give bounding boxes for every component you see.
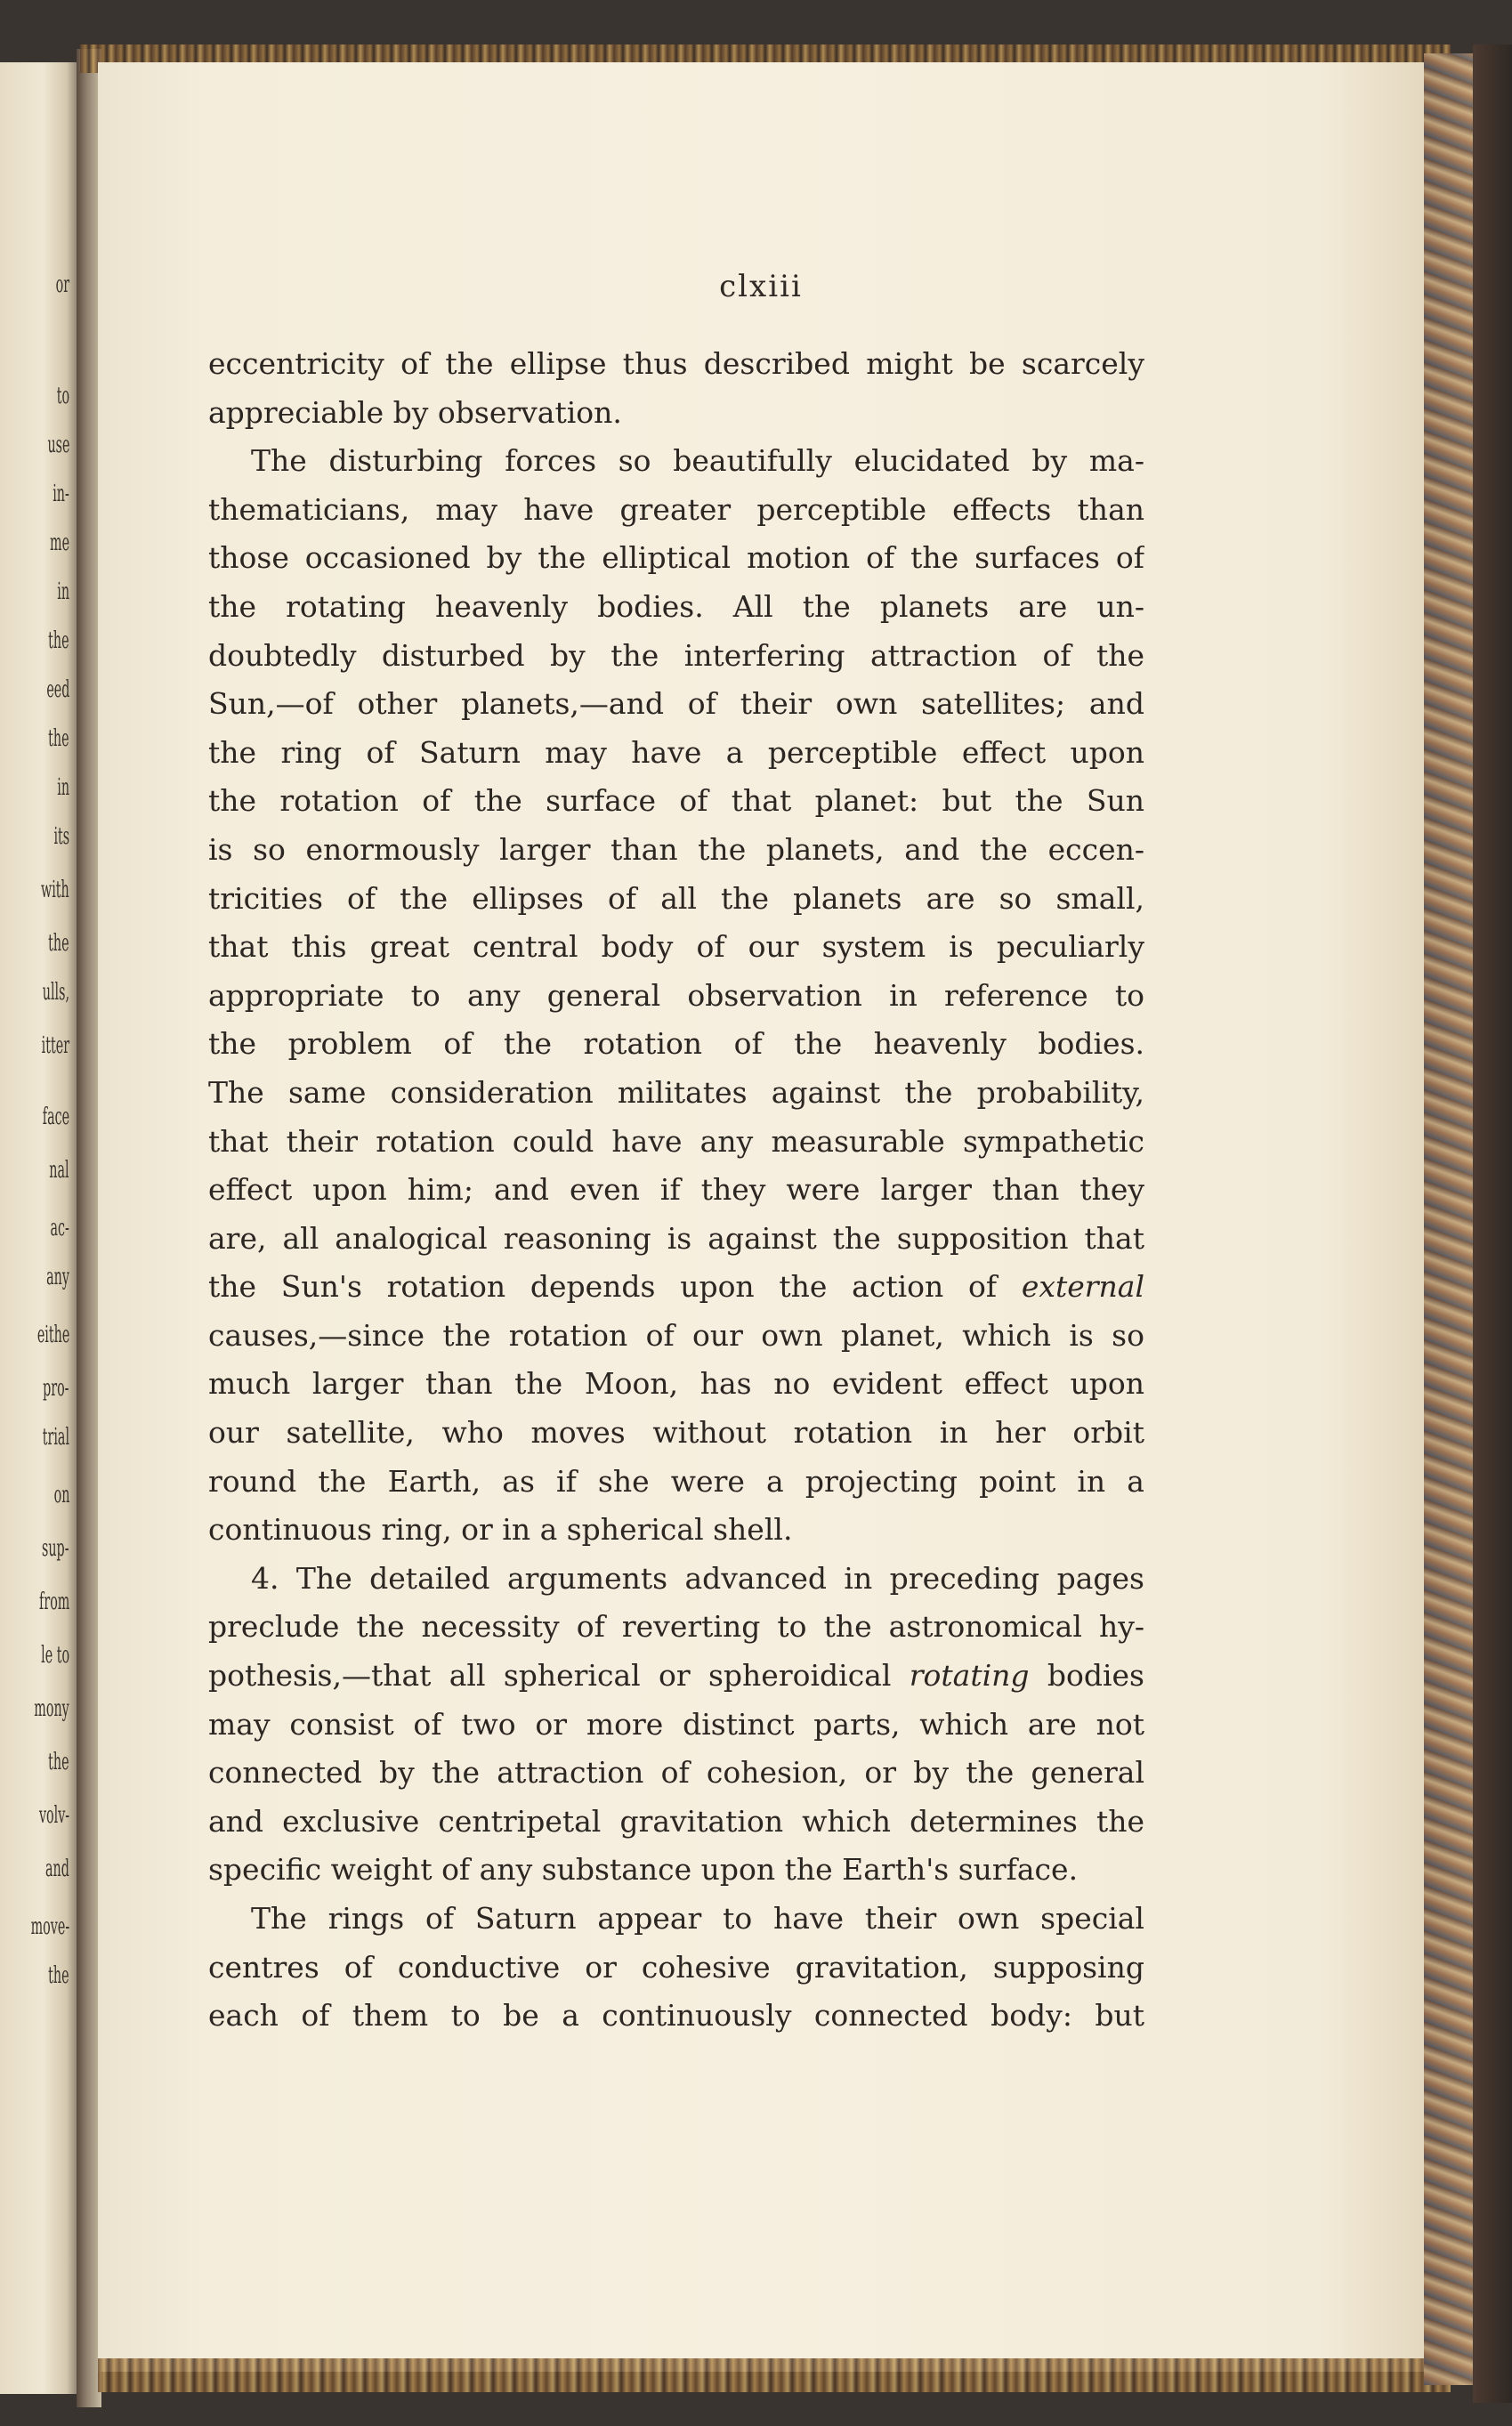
text-line [208,340,1144,389]
text-line [208,1069,1144,1118]
text-line-content: tricities of the ellipses of all the planets are so small, [208,880,1144,916]
text-line [208,632,1144,681]
text-line [208,486,1144,535]
facing-page-fragment: ac- [50,1215,69,1241]
facing-page-fragment: eithe [36,1322,69,1348]
text-line [208,777,1144,826]
text-line-content: appropriate to any general observation in reference to [208,977,1144,1013]
text-line-content: preclude the necessity of reverting to the astronomical hy- [208,1609,1144,1645]
text-line-content: pothesis,—that all spherical or spheroidical [208,1658,892,1694]
text-line [208,1944,1144,1993]
text-line-content: round the Earth, as if she were a projecting point in a [208,1463,1144,1499]
page-number: clxiii [719,269,803,304]
marbled-fore-edge [1424,53,1476,2385]
text-line [208,1215,1144,1264]
text-line-content: the Sun's rotation depends upon the action of [208,1269,998,1305]
text-line [208,1652,1144,1701]
text-line [208,1506,1144,1555]
facing-page-fragment: pro- [43,1375,69,1402]
facing-page-fragment: or [55,271,69,298]
facing-page-fragment: the [48,930,69,957]
text-line-content: specific weight of any substance upon the Earth's surface. [208,1852,1079,1888]
text-line-content: that this great central body of our system is peculiarly [208,929,1144,965]
text-line-content: effect upon him; and even if they were larger than they [208,1172,1144,1208]
body-text [208,340,1144,2041]
facing-page-fragment: the [48,725,69,752]
facing-page-fragment: the [48,1962,69,1989]
text-line [208,1360,1144,1409]
text-line [208,1409,1144,1458]
text-line-content: 4. The detailed arguments advanced in preceding pages [251,1560,1144,1596]
text-line-content: the ring of Saturn may have a perceptible effect upon [208,734,1144,770]
facing-page-fragment: its [53,823,69,850]
facing-page-fragment: on [53,1482,69,1508]
text-line [208,729,1144,778]
facing-page-fragment: the [48,627,69,654]
text-line [208,1118,1144,1167]
text-line-content: the problem of the rotation of the heavenly bodies. [208,1026,1144,1062]
facing-page-fragment: mony [34,1695,69,1722]
text-line [208,1895,1144,1944]
text-line [208,1603,1144,1652]
text-line-content: doubtedly disturbed by the interfering attraction of the [208,637,1144,673]
facing-page-fragment: and [45,1856,69,1882]
italic-word: external [1021,1269,1144,1305]
facing-page-fragment: eed [45,676,69,703]
facing-page-fragment: sup- [42,1535,69,1562]
text-line [208,875,1144,924]
facing-page-fragment: with [41,877,69,903]
text-line [208,972,1144,1021]
text-line-content: that their rotation could have any measurable sympathetic [208,1123,1144,1159]
facing-page-fragment: trial [42,1424,69,1451]
facing-page-fragment: ulls, [42,979,69,1006]
text-line [208,1263,1144,1312]
text-line [208,1701,1144,1750]
facing-page-fragment: any [46,1264,69,1290]
text-line [208,1992,1144,2041]
facing-page-fragment: nal [49,1157,69,1184]
facing-page-fragment: move- [30,1913,69,1940]
facing-page-fragment: me [49,530,69,556]
text-line-content: eccentricity of the ellipse thus described might be scarcely [208,346,1144,381]
italic-word: rotating [909,1658,1030,1694]
text-line [208,534,1144,583]
text-line-content: may consist of two or more distinct parts, which are not [208,1706,1144,1742]
text-line-tail: bodies [1047,1658,1144,1694]
text-line [208,389,1144,438]
text-line-content: appreciable by observation. [208,394,622,430]
text-line [208,583,1144,632]
text-line-content: much larger than the Moon, has no evident effect upon [208,1366,1144,1402]
text-line-content: The disturbing forces so beautifully elucidated by ma- [251,443,1144,479]
bottom-gilt-edge [98,2358,1451,2392]
facing-page-fragment: itter [41,1032,69,1059]
facing-page-fragment: the [48,1749,69,1775]
text-line [208,1555,1144,1604]
text-line-content: connected by the attraction of cohesion, or by the general [208,1755,1144,1791]
text-line-content: The rings of Saturn appear to have their own special [251,1901,1144,1936]
text-line [208,1846,1144,1895]
facing-page-fragment: face [42,1104,69,1130]
text-line-content: the rotation of the surface of that planet: but the Sun [208,783,1144,819]
text-line-content: are, all analogical reasoning is against the supposition that [208,1220,1144,1256]
facing-page-fragment: volv- [38,1802,69,1829]
text-line-content: thematicians, may have greater perceptible effects than [208,491,1144,527]
facing-page-fragment: from [38,1589,69,1615]
text-line-content: and exclusive centripetal gravitation which determines the [208,1803,1144,1839]
text-line-content: Sun,—of other planets,—and of their own satellites; and [208,686,1144,722]
text-line-content: centres of conductive or cohesive gravitation, supposing [208,1949,1144,1985]
text-line [208,826,1144,875]
text-line-content: continuous ring, or in a spherical shell. [208,1512,793,1548]
text-line [208,1020,1144,1069]
text-line-content: is so enormously larger than the planets, and the eccen- [208,831,1144,867]
text-line [208,1312,1144,1361]
facing-page-fragment: le to [41,1642,69,1669]
text-line [208,1798,1144,1847]
facing-page-fragment: in- [53,481,69,507]
text-line [208,1458,1144,1507]
text-line-content: The same consideration militates against the probability, [208,1074,1144,1110]
text-line [208,1166,1144,1215]
text-line-content: our satellite, who moves without rotation in her orbit [208,1415,1144,1451]
text-line-content: each of them to be a continuously connected body: but [208,1998,1144,2034]
text-line [208,680,1144,729]
text-line-content: those occasioned by the elliptical motion of the surfaces of [208,540,1144,576]
book-cover-edge [1473,44,1512,2403]
facing-page-fragment: in [57,578,69,605]
text-line-content: causes,—since the rotation of our own planet, which is so [208,1317,1144,1353]
text-line [208,437,1144,486]
text-line-content: the rotating heavenly bodies. All the planets are un- [208,588,1144,624]
facing-page-fragment: in [57,774,69,801]
text-line [208,923,1144,972]
facing-page-fragment: use [46,432,69,458]
facing-page-edge [0,62,78,2394]
text-line [208,1749,1144,1798]
facing-page-fragment: to [56,383,69,409]
